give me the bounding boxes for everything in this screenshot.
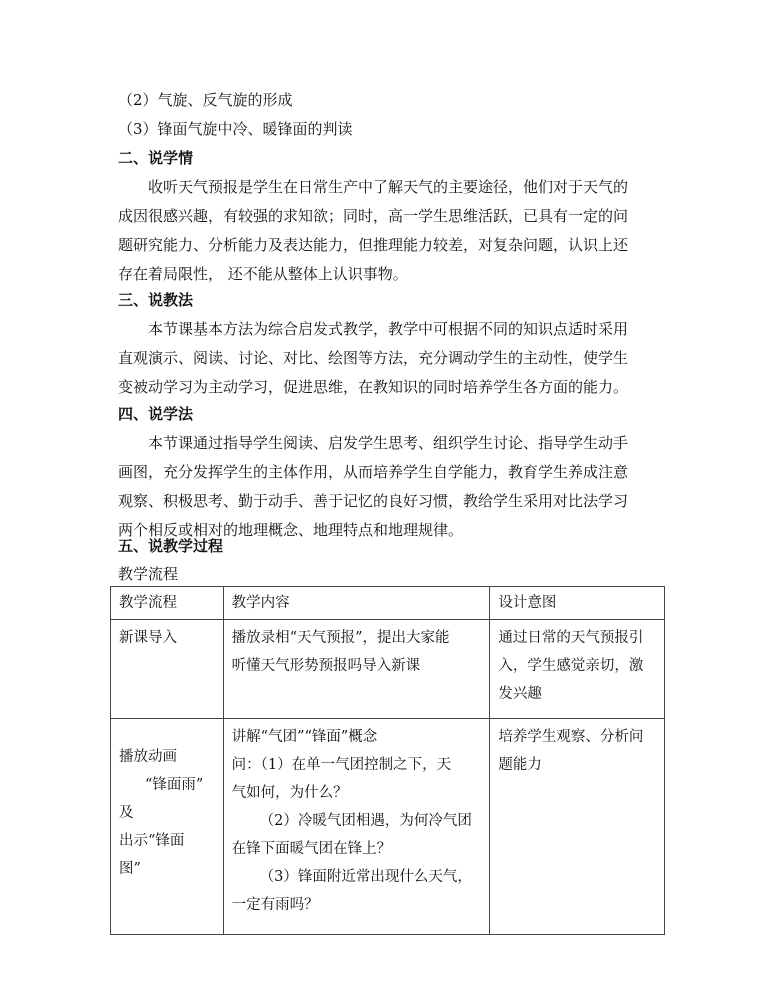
paragraph-line: 两个相反或相对的地理概念、地理特点和地理规律。 [118,521,464,539]
paragraph-line: 收听天气预报是学生在日常生产中了解天气的主要途径，他们对于天气的 [148,178,629,196]
paragraph-line: 观察、积极思考、勤于动手、善于记忆的良好习惯，教给学生采用对比法学习 [118,492,629,510]
cell-line: 题能力 [498,757,542,773]
cell-line: “锋面雨” [145,777,204,793]
section-heading-guocheng: 五、说教学过程 [118,537,224,555]
cell-line: 及 [119,805,134,821]
section-heading-xuefa: 四、说学法 [118,405,194,423]
cell-line: 一定有雨吗？ [231,897,319,913]
paragraph-jiaofa [118,319,658,406]
cell-content [223,620,490,719]
cell-intent [490,719,665,935]
paragraph-line: 题研究能力、分析能力及表达能力，但推理能力较差，对复杂问题，认识上还 [118,236,629,254]
paragraph-line: 本节课通过指导学生阅读、启发学生思考、组织学生讨论、指导学生动手 [148,434,629,452]
header-cell-content: 教学内容 [223,587,490,620]
header-cell-intent: 设计意图 [490,587,665,620]
table-caption: 教学流程 [118,565,179,583]
cell-line: 新课导入 [119,630,177,646]
cell-line: （2）冷暖气团相遇，为何冷气团 [259,813,472,829]
section-heading-xueqing: 二、说学情 [118,149,194,167]
cell-line: 通过日常的天气预报引 [498,630,644,646]
cell-intent [490,620,665,719]
teaching-flow-table [110,586,665,935]
paragraph-line: 本节课基本方法为综合启发式教学，教学中可根据不同的知识点适时采用 [148,320,629,338]
cell-line: 出示“锋面 [119,833,185,849]
cell-line: 培养学生观察、分析问 [498,729,644,745]
list-item-3: （3）锋面气旋中冷、暖锋面的判读 [118,120,353,138]
cell-line: 播放动画 [119,749,177,765]
cell-line: 听懂天气形势预报吗导入新课 [231,658,421,674]
paragraph-line: 变被动学习为主动学习，促进思维，在教知识的同时培养学生各方面的能力。 [118,378,629,396]
paragraph-line: 画图，充分发挥学生的主体作用，从而培养学生自学能力，教育学生养成注意 [118,463,629,481]
paragraph-xuefa [118,433,658,549]
table-row [111,719,665,935]
table-header-row [111,587,665,620]
section-heading-jiaofa: 三、说教法 [118,291,194,309]
cell-line: 发兴趣 [498,686,542,702]
cell-line: 在锋下面暖气团在锋上？ [231,841,392,857]
cell-line: 入，学生感觉亲切，激 [498,658,644,674]
cell-line: 问：（1）在单一气团控制之下，天 [231,757,452,773]
list-item-2: （2）气旋、反气旋的形成 [118,91,293,109]
paragraph-line: 直观演示、阅读、讨论、对比、绘图等方法，充分调动学生的主动性，使学生 [118,349,629,367]
cell-flow [111,620,224,719]
header-cell-flow: 教学流程 [111,587,224,620]
cell-line: 图” [119,861,141,877]
paragraph-line: 存在着局限性， 还不能从整体上认识事物。 [118,265,408,283]
paragraph-line: 成因很感兴趣，有较强的求知欲；同时，高一学生思维活跃，已具有一定的问 [118,207,629,225]
cell-line: （3）锋面附近常出现什么天气， [259,869,472,885]
paragraph-xueqing [118,177,658,293]
cell-content [223,719,490,935]
table-row [111,620,665,719]
cell-line: 讲解“气团”“锋面”概念 [231,729,378,745]
cell-flow [111,719,224,935]
cell-line: 气如何，为什么？ [231,785,348,801]
cell-line: 播放录相“天气预报”，提出大家能 [231,630,450,646]
